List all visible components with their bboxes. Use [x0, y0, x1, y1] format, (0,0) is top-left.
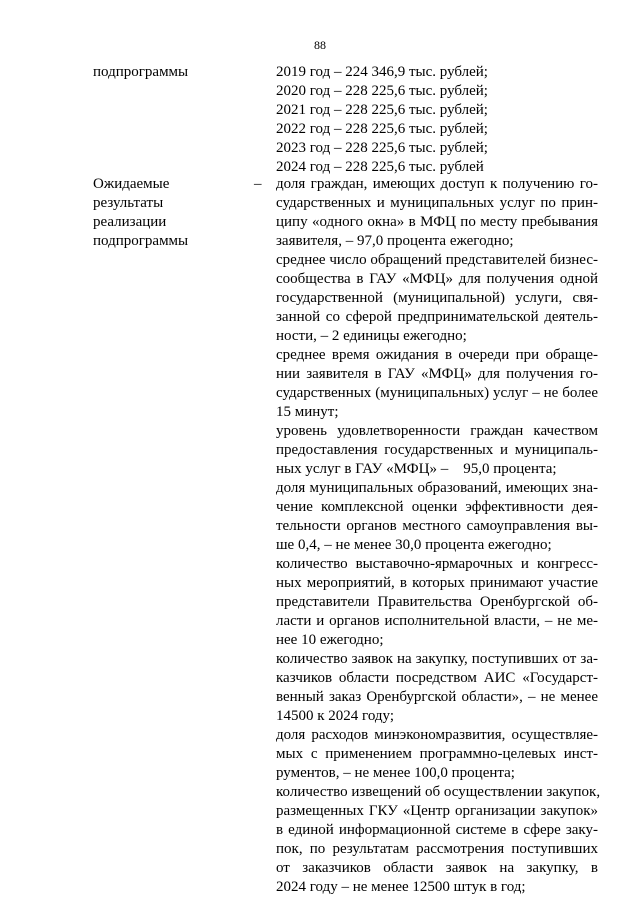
funding-line-2019: 2019 год – 224 346,9 тыс. рублей; — [276, 64, 488, 80]
result-text-line: нии заявителя в ГАУ «МФЦ» для получения го- — [276, 366, 598, 382]
result-text-line: венный заказ Оренбургской области», – не менее — [276, 689, 598, 705]
result-text-line: размещенных ГКУ «Центр организации закупок» — [276, 803, 598, 819]
result-text-line: тельности органов местного самоуправления вы- — [276, 518, 598, 534]
result-text-line: количество заявок на закупку, поступивших от за- — [276, 651, 598, 667]
result-text-line: уровень удовлетворенности граждан качеством — [276, 423, 598, 439]
result-text-line: ше 0,4, – не менее 30,0 процента ежегодно; — [276, 537, 552, 553]
result-text-line: чение комплексной оценки эффективности дея- — [276, 499, 598, 515]
result-text-line: предоставления государственных и муниципаль- — [276, 442, 598, 458]
funding-line-2022: 2022 год – 228 225,6 тыс. рублей; — [276, 121, 488, 137]
section2-label-line: Ожидаемые — [93, 176, 170, 192]
result-text-line: 2024 году – не менее 12500 штук в год; — [276, 879, 526, 895]
result-text-line: пок, по результатам рассмотрения поступивших — [276, 841, 598, 857]
funding-line-2023: 2023 год – 228 225,6 тыс. рублей; — [276, 140, 488, 156]
funding-line-2020: 2020 год – 228 225,6 тыс. рублей; — [276, 83, 488, 99]
section2-label-line: подпрограммы — [93, 233, 189, 249]
result-text-line: ных мероприятий, в которых принимают участие — [276, 575, 598, 591]
result-text-line: ных услуг в ГАУ «МФЦ» – 95,0 процента; — [276, 461, 557, 477]
result-text-line: рументов, – не менее 100,0 процента; — [276, 765, 515, 781]
result-text-line: заявителя, – 97,0 процента ежегодно; — [276, 233, 514, 249]
result-text-line: среднее число обращений представителей бизнес- — [276, 252, 598, 268]
section1-label: подпрограммы — [93, 64, 189, 80]
result-text-line: от заказчиков области заявок на закупку, в — [276, 860, 598, 876]
result-text-line: ципу «одного окна» в МФЦ по месту пребывания — [276, 214, 598, 230]
result-text-line: казчиков области посредством АИС «Государст- — [276, 670, 598, 686]
result-text-line: представители Правительства Оренбургской об- — [276, 594, 598, 610]
result-text-line: 14500 к 2024 году; — [276, 708, 394, 724]
result-text-line: в единой информационной системе в сфере заку- — [276, 822, 598, 838]
funding-line-2024: 2024 год – 228 225,6 тыс. рублей — [276, 159, 484, 175]
result-text-line: доля муниципальных образований, имеющих зна- — [276, 480, 598, 496]
result-text-line: сударственных и муниципальных услуг по прин- — [276, 195, 598, 211]
result-text-line: нее 10 ежегодно; — [276, 632, 384, 648]
section2-label-line: реализации — [93, 214, 167, 230]
separator-dash: – — [254, 176, 262, 192]
result-text-line: государственной (муниципальной) услуги, свя- — [276, 290, 598, 306]
result-text-line: количество извещений об осуществлении закупок, — [276, 784, 601, 800]
section2-label — [93, 175, 253, 251]
result-text-line: доля расходов минэкономразвития, осуществляе- — [276, 727, 598, 743]
funding-by-years-list — [276, 63, 598, 177]
result-text-line: сударственных (муниципальных) услуг – не более — [276, 385, 598, 401]
funding-line-2021: 2021 год – 228 225,6 тыс. рублей; — [276, 102, 488, 118]
section2-label-line: результаты — [93, 195, 164, 211]
result-text-line: доля граждан, имеющих доступ к получению го- — [276, 176, 598, 192]
result-text-line: ласти и органов исполнительной власти, – не ме- — [276, 613, 598, 629]
result-text-line: среднее время ожидания в очереди при обраще- — [276, 347, 598, 363]
result-text-line: сообщества в ГАУ «МФЦ» для получения одной — [276, 271, 598, 287]
result-text-line: мых с применением программно-целевых инст- — [276, 746, 598, 762]
result-text-line: ности, – 2 единицы ежегодно; — [276, 328, 467, 344]
expected-results-text — [276, 175, 601, 897]
result-text-line: количество выставочно-ярмарочных и конгресс- — [276, 556, 598, 572]
result-text-line: занной со сферой предпринимательской деятель- — [276, 309, 598, 325]
result-text-line: 15 минут; — [276, 404, 339, 420]
page-number: 88 — [314, 38, 326, 52]
